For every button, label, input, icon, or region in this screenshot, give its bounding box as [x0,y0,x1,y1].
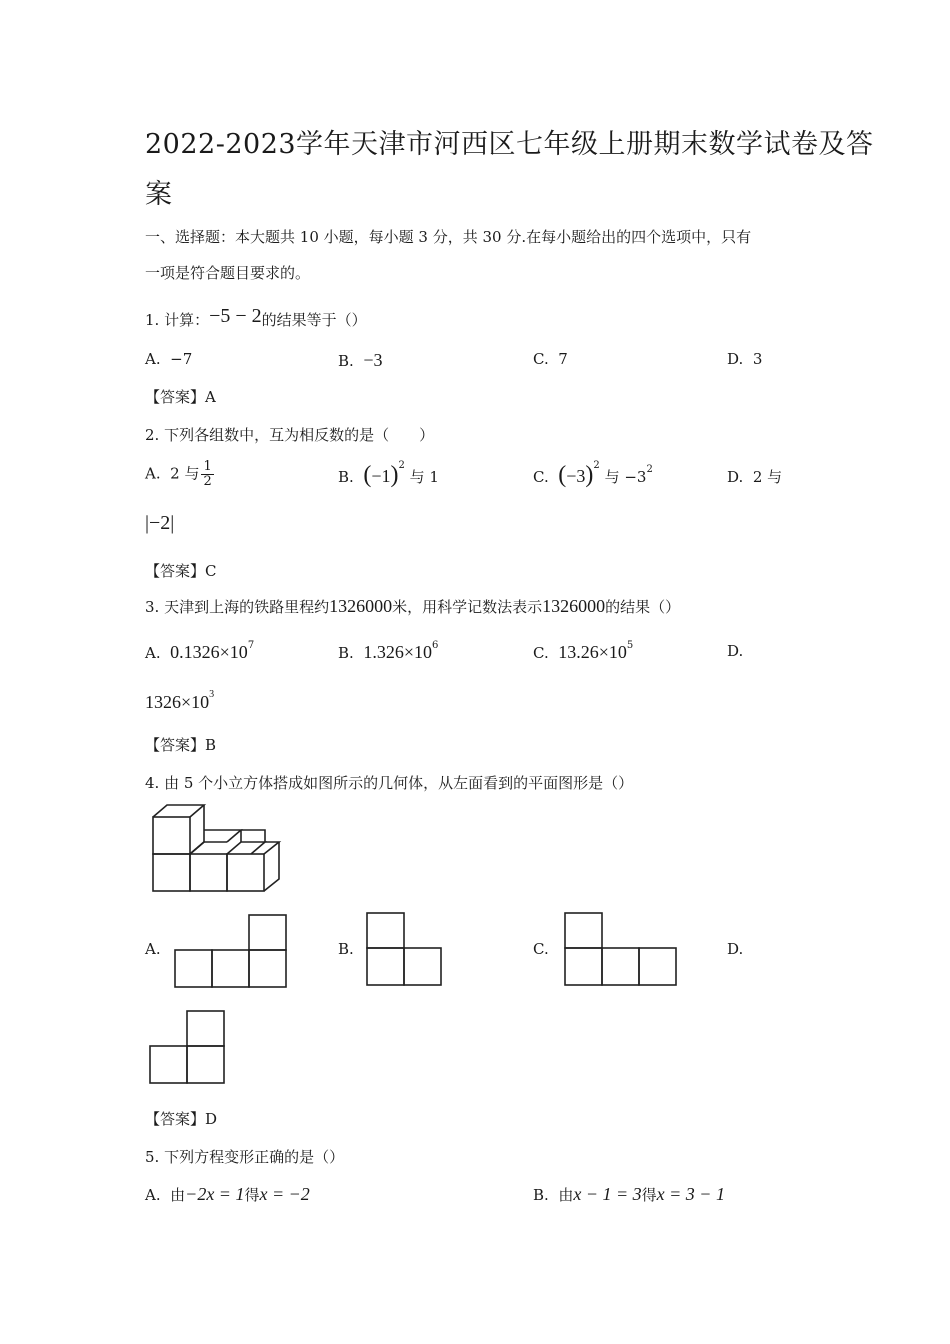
q1-option-a: A. −7 [145,350,193,368]
q1-expression: −5 − 2 [209,305,262,327]
question-1: 1. 计算：−5 − 2的结果等于（） [145,305,367,329]
q2-answer: 【答案】C [145,562,217,580]
q2-option-c: C. $(-3)^2$ 与 $-3^2$ [533,460,653,488]
page-title: 2022-2023学年天津市河西区七年级上册期末数学试卷及答 [145,129,874,160]
q3-option-d: D. [727,642,744,660]
q1-option-b: B. −3 [338,350,383,370]
q4-option-b-label: B. [338,940,354,958]
q3-option-b: B. $1.326\times 10^6$ [338,640,439,662]
q4-option-b-figure [364,910,446,988]
q4-solid-figure [145,800,295,895]
page-title-continued: 案 [145,179,173,210]
question-4: 4. 由 5 个小立方体搭成如图所示的几何体，从左面看到的平面图形是（） [145,774,634,792]
q5-option-b: B. 由x − 1 = 3得x = 3 − 1 [533,1184,725,1204]
q3-option-a: A. $0.1326\times 10^7$ [145,640,255,662]
q1-option-c: C. 7 [533,350,568,368]
q1-option-d: D. 3 [727,350,763,368]
section-heading: 一、选择题：本大题共 10 小题，每小题 3 分，共 30 分.在每小题给出的四个选项中，只有 [145,228,752,246]
q4-option-a-figure [172,912,290,990]
q2-option-d: D. 2 与 [727,468,783,486]
q2-fraction: $\frac{1}{2}$ [203,459,212,489]
q4-option-c-label: C. [533,940,549,958]
q5-option-a: A. 由−2x = 1得x = −2 [145,1184,310,1204]
question-5: 5. 下列方程变形正确的是（） [145,1148,345,1166]
q2-option-b: B. $(-1)^2$ 与 1 [338,460,439,488]
q4-option-d-label: D. [727,940,744,958]
q2-option-d-abs: |−2| [145,512,175,534]
q4-answer: 【答案】D [145,1110,218,1128]
q3-answer: 【答案】B [145,736,217,754]
question-2: 2. 下列各组数中，互为相反数的是（ ） [145,426,435,444]
question-3: 3. 天津到上海的铁路里程约1326000米，用科学记数法表示1326000的结果（） [145,596,681,616]
q4-option-d-figure [147,1008,231,1086]
q1-answer: 【答案】A [145,388,216,406]
q3-option-c: C. $13.26\times 10^5$ [533,640,634,662]
q4-option-c-figure [562,910,682,988]
section-heading-continued: 一项是符合题目要求的。 [145,264,311,282]
q4-option-a-label: A. [145,940,161,958]
q2-option-a: A. 2 与 $\frac{1}{2}$ [145,459,212,489]
q3-option-d-value: $1326\times 10^3$ [145,689,215,712]
